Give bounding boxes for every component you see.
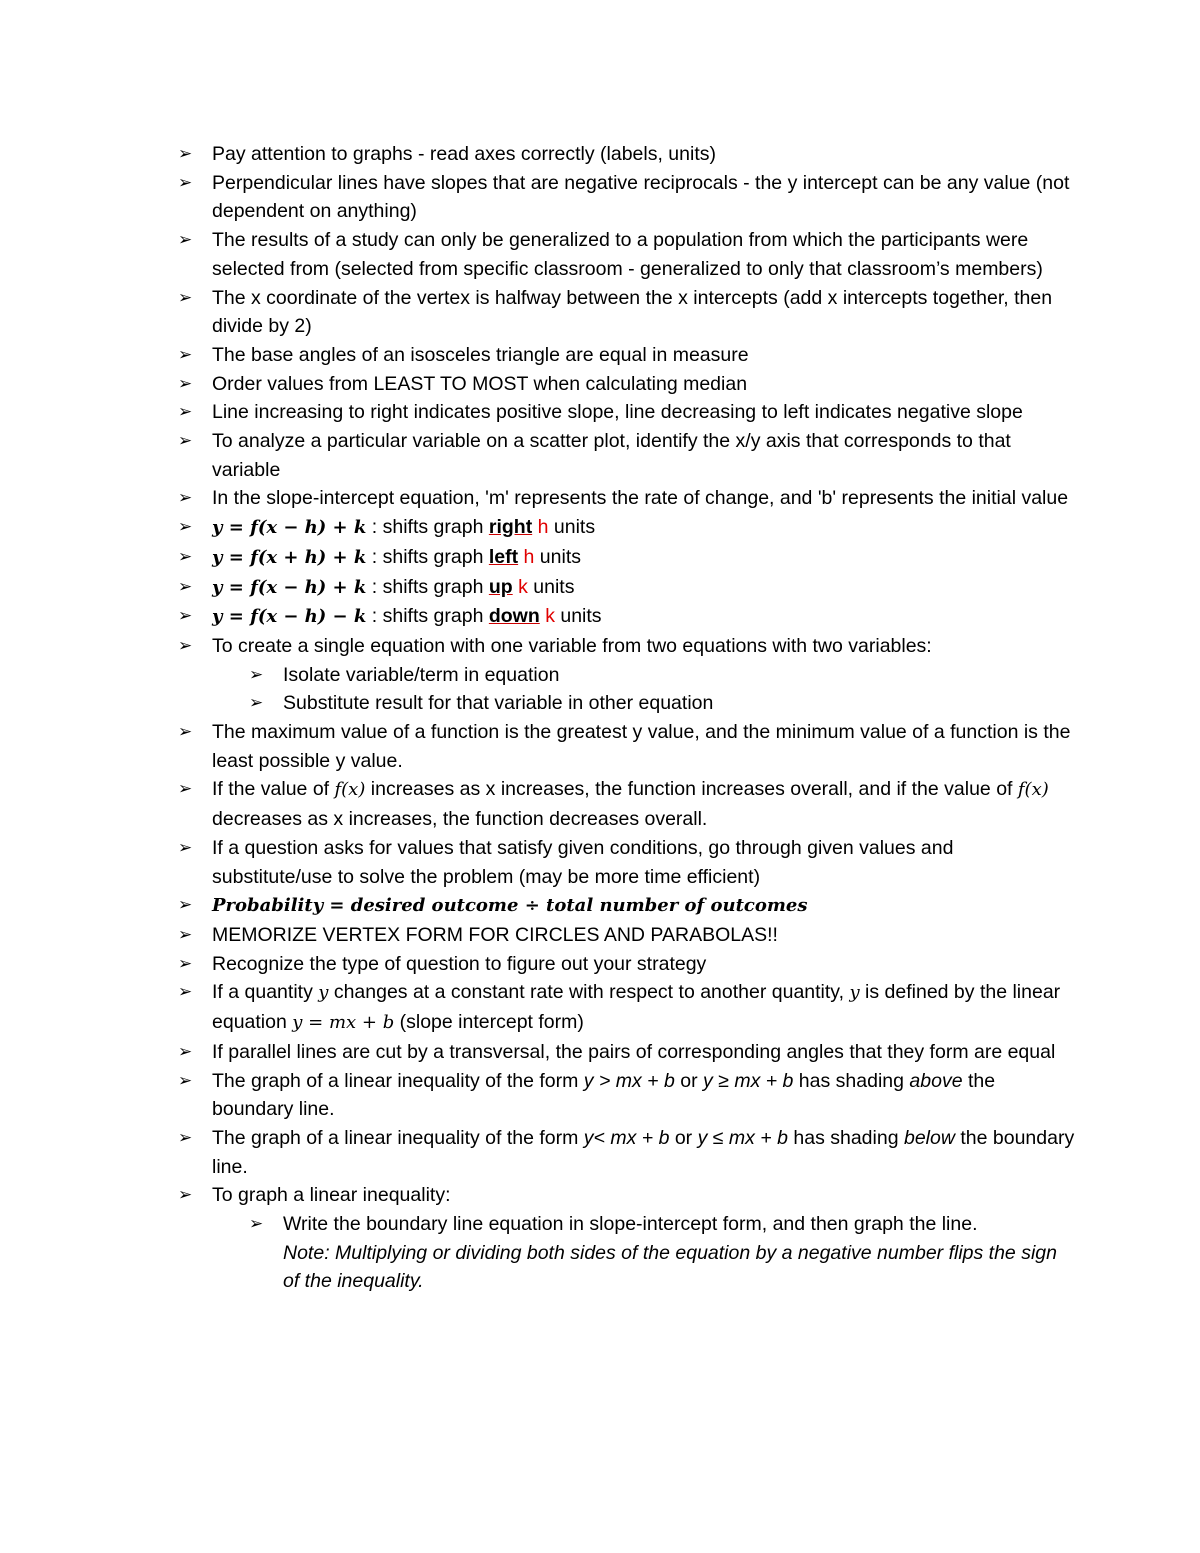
arrow-bullet-icon: ➢ xyxy=(178,606,193,627)
equation: 𝑦 = 𝑚𝑥 + 𝑏 xyxy=(292,1012,395,1034)
text: : shifts graph xyxy=(366,575,489,598)
list-item xyxy=(176,484,1076,513)
list-item xyxy=(176,632,1076,661)
list-item xyxy=(176,950,1076,979)
item-text: Recognize the type of question to figure out your strategy xyxy=(212,952,707,975)
sub-list-item xyxy=(176,689,1076,718)
shift-item xyxy=(176,573,1076,603)
list-item xyxy=(176,370,1076,399)
item-text: The x coordinate of the vertex is halfway between the x intercepts (add x intercepts together, then divide by 2) xyxy=(212,286,1053,338)
text: : shifts graph xyxy=(366,605,489,628)
arrow-bullet-icon: ➢ xyxy=(178,924,193,945)
item-text: To analyze a particular variable on a scatter plot, identify the x/y axis that corresponds to that variable xyxy=(212,430,1011,481)
text: the boundary line. xyxy=(212,1069,996,1121)
list-item xyxy=(176,775,1076,833)
text: If the value of xyxy=(212,778,335,801)
arrow-bullet-icon: ➢ xyxy=(178,982,193,1003)
direction-word: down xyxy=(488,605,540,628)
arrow-bullet-icon: ➢ xyxy=(178,895,193,916)
formula: y ≥ mx + b xyxy=(703,1069,794,1092)
equation: 𝑷𝒓𝒐𝒃𝒂𝒃𝒊𝒍𝒊𝒕𝒚 = 𝒅𝒆𝒔𝒊𝒓𝒆𝒅 𝒐𝒖𝒕𝒄𝒐𝒎𝒆 ÷ 𝒕𝒐𝒕𝒂𝒍 𝒏𝒖𝒎𝒃𝒆𝒓 𝒐𝒇 𝒐𝒖𝒕𝒄𝒐𝒎𝒆𝒔 xyxy=(212,895,808,917)
notes-list xyxy=(176,140,1076,1296)
item-text: The results of a study can only be generalized to a population from which the participants were selected from (selected from specific classroom - generalized to only that classroom’s members) xyxy=(212,229,1043,280)
arrow-bullet-icon: ➢ xyxy=(178,1041,193,1062)
equation: 𝑦 xyxy=(849,982,860,1004)
item-text: Line increasing to right indicates positive slope, line decreasing to left indicates negative slope xyxy=(212,401,1023,424)
arrow-bullet-icon: ➢ xyxy=(249,664,264,685)
item-text: Isolate variable/term in equation xyxy=(283,663,560,686)
item-text: If a question asks for values that satisfy given conditions, go through given values and substitute/use to solve the problem (may be more time efficient) xyxy=(212,836,954,888)
list-item xyxy=(176,427,1076,484)
arrow-bullet-icon: ➢ xyxy=(178,779,193,800)
text: : shifts graph xyxy=(366,516,489,539)
sub-list-item xyxy=(176,661,1076,690)
text: or xyxy=(674,1069,704,1092)
arrow-bullet-icon: ➢ xyxy=(178,635,193,656)
text: : shifts graph xyxy=(366,545,489,568)
arrow-bullet-icon: ➢ xyxy=(249,693,264,714)
text: or xyxy=(669,1126,698,1149)
emphasis: below xyxy=(903,1126,955,1149)
arrow-bullet-icon: ➢ xyxy=(178,953,193,974)
list-item xyxy=(176,140,1076,169)
arrow-bullet-icon: ➢ xyxy=(178,722,193,743)
text: units xyxy=(548,516,596,539)
list-item xyxy=(176,398,1076,427)
text: units xyxy=(554,605,602,628)
equation: 𝒚 = 𝒇(𝒙 − 𝒉) − 𝒌 xyxy=(212,606,367,628)
arrow-bullet-icon: ➢ xyxy=(178,488,193,509)
arrow-bullet-icon: ➢ xyxy=(178,344,193,365)
list-item xyxy=(176,978,1076,1037)
list-item xyxy=(176,718,1076,775)
item-text: Substitute result for that variable in other equation xyxy=(283,692,714,715)
item-text: Pay attention to graphs - read axes correctly (labels, units) xyxy=(212,143,716,165)
arrow-bullet-icon: ➢ xyxy=(178,837,193,858)
direction-word: right xyxy=(488,516,533,539)
formula: y< mx + b xyxy=(583,1126,670,1149)
equation: 𝑓(𝑥) xyxy=(1017,779,1049,801)
text: If a quantity xyxy=(212,981,319,1004)
emphasis: above xyxy=(909,1069,963,1092)
formula: y ≤ mx + b xyxy=(697,1126,788,1149)
equation: 𝑦 xyxy=(318,982,329,1004)
arrow-bullet-icon: ➢ xyxy=(249,1214,264,1235)
list-item xyxy=(176,891,1076,921)
item-text: The maximum value of a function is the greatest y value, and the minimum value of a function is the least possible y value. xyxy=(212,721,1071,772)
text: changes at a constant rate with respect to another quantity, xyxy=(328,981,850,1004)
item-text: To graph a linear inequality: xyxy=(212,1184,451,1207)
sub-list-item xyxy=(176,1210,1076,1296)
arrow-bullet-icon: ➢ xyxy=(178,172,193,193)
list-item xyxy=(176,1124,1076,1181)
list-item xyxy=(176,226,1076,283)
formula: y > mx + b xyxy=(583,1069,675,1092)
list-item xyxy=(176,1038,1076,1067)
text: The graph of a linear inequality of the form xyxy=(212,1069,584,1092)
equation: 𝒚 = 𝒇(𝒙 − 𝒉) + 𝒌 xyxy=(212,517,367,539)
list-item xyxy=(176,834,1076,891)
list-item xyxy=(176,341,1076,370)
item-text: Order values from LEAST TO MOST when calculating median xyxy=(212,372,748,395)
variable: k xyxy=(545,605,555,628)
arrow-bullet-icon: ➢ xyxy=(178,576,193,597)
arrow-bullet-icon: ➢ xyxy=(178,373,193,394)
shift-item xyxy=(176,513,1076,543)
list-item xyxy=(176,1181,1076,1210)
note-text: Note: Multiplying or dividing both sides of the equation by a negative number flips the sign of the inequality. xyxy=(283,1241,1057,1293)
list-item xyxy=(176,169,1076,226)
text: has shading xyxy=(793,1069,910,1092)
shift-item xyxy=(176,602,1076,632)
arrow-bullet-icon: ➢ xyxy=(178,1070,193,1091)
text: increases as x increases, the function increases overall, and if the value of xyxy=(365,778,1018,801)
item-text: If parallel lines are cut by a transversal, the pairs of corresponding angles that they form are equal xyxy=(212,1040,1056,1063)
variable: h xyxy=(523,545,535,568)
text: units xyxy=(534,545,581,568)
equation: 𝒚 = 𝒇(𝒙 − 𝒉) + 𝒌 xyxy=(212,576,367,598)
text: has shading xyxy=(787,1126,904,1149)
list-item xyxy=(176,921,1076,950)
arrow-bullet-icon: ➢ xyxy=(178,287,193,308)
arrow-bullet-icon: ➢ xyxy=(178,1185,193,1206)
direction-word: left xyxy=(488,545,519,568)
text: the boundary line. xyxy=(212,1126,1075,1178)
item-text: In the slope-intercept equation, 'm' represents the rate of change, and 'b' represents the initial value xyxy=(212,487,1069,510)
text: The graph of a linear inequality of the form xyxy=(212,1126,584,1149)
variable: k xyxy=(518,575,528,598)
arrow-bullet-icon: ➢ xyxy=(178,402,193,423)
arrow-bullet-icon: ➢ xyxy=(178,546,193,567)
arrow-bullet-icon: ➢ xyxy=(178,144,193,164)
item-text: Perpendicular lines have slopes that are negative reciprocals - the y intercept can be any value (not dependent on anything) xyxy=(212,171,1070,223)
equation: 𝑓(𝑥) xyxy=(334,779,366,801)
arrow-bullet-icon: ➢ xyxy=(178,1127,193,1148)
text: units xyxy=(527,575,575,598)
list-item xyxy=(176,284,1076,341)
text: decreases as x increases, the function decreases overall. xyxy=(212,808,708,831)
text: (slope intercept form) xyxy=(394,1011,584,1034)
direction-word: up xyxy=(488,575,513,598)
arrow-bullet-icon: ➢ xyxy=(178,517,193,538)
text: is defined by the linear equation xyxy=(212,981,1061,1034)
arrow-bullet-icon: ➢ xyxy=(178,230,193,251)
item-text: MEMORIZE VERTEX FORM FOR CIRCLES AND PARABOLAS!! xyxy=(212,923,778,946)
arrow-bullet-icon: ➢ xyxy=(178,431,193,452)
shift-item xyxy=(176,543,1076,573)
equation: 𝒚 = 𝒇(𝒙 + 𝒉) + 𝒌 xyxy=(212,546,367,568)
list-item xyxy=(176,1067,1076,1124)
item-text: Write the boundary line equation in slope-intercept form, and then graph the line. xyxy=(283,1213,978,1236)
item-text: The base angles of an isosceles triangle are equal in measure xyxy=(212,343,749,366)
item-text: To create a single equation with one variable from two equations with two variables: xyxy=(212,634,932,657)
variable: h xyxy=(537,516,549,539)
